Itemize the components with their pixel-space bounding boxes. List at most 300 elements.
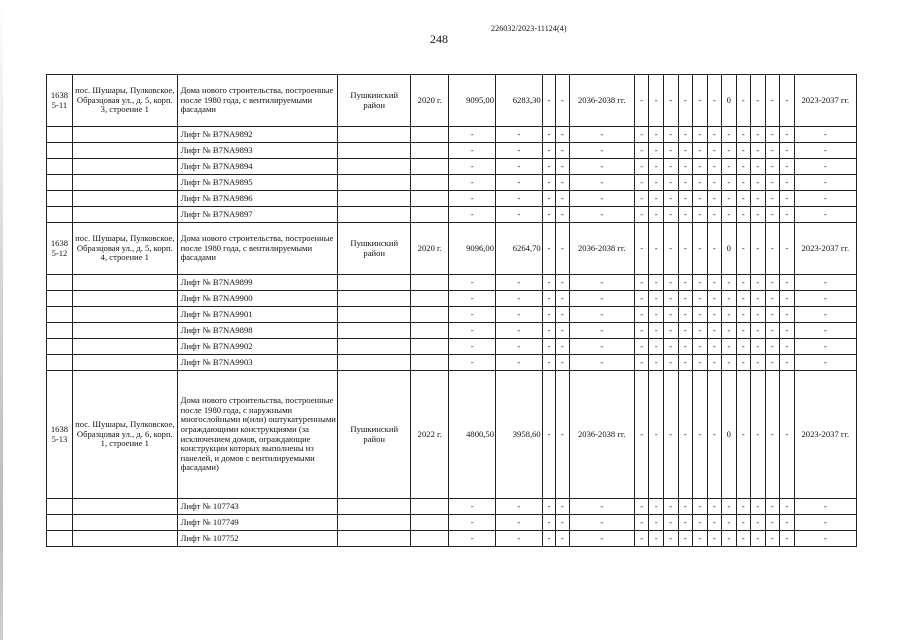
address-cell: пос. Шушары, Пулковское, Образцовая ул., д. 6, корп. 1, строение 1 [72, 371, 177, 499]
area2-cell: - [496, 339, 543, 355]
flag-cell: - [707, 291, 722, 307]
flag-cell: - [678, 371, 693, 499]
period-cell: 2036-2038 гг. [569, 75, 634, 127]
flag-cell: - [634, 323, 649, 339]
flag-cell: - [736, 355, 751, 371]
year-cell [411, 499, 449, 515]
flag-cell: - [707, 175, 722, 191]
flag-cell: - [780, 127, 795, 143]
object-type-cell: Лифт № B7NA9902 [177, 339, 338, 355]
flag-cell: - [707, 207, 722, 223]
flag-cell: - [780, 323, 795, 339]
address-cell [72, 339, 177, 355]
year-cell [411, 127, 449, 143]
term-cell: - [794, 291, 856, 307]
flag-cell: - [556, 223, 569, 275]
flag-cell: 0 [722, 371, 737, 499]
flag-cell: - [722, 307, 737, 323]
flag-cell: - [634, 223, 649, 275]
address-cell [72, 207, 177, 223]
object-type-cell: Лифт № 107752 [177, 531, 338, 547]
area2-cell: - [496, 531, 543, 547]
area-cell: - [449, 531, 496, 547]
flag-cell: - [663, 175, 678, 191]
flag-cell: - [542, 355, 555, 371]
flag-cell: - [678, 191, 693, 207]
flag-cell: - [542, 307, 555, 323]
flag-cell: - [542, 191, 555, 207]
flag-cell: - [765, 75, 780, 127]
year-cell [411, 159, 449, 175]
term-cell: - [794, 191, 856, 207]
flag-cell: - [736, 223, 751, 275]
flag-cell: - [649, 275, 664, 291]
object-type-cell: Лифт № B7NA9896 [177, 191, 338, 207]
district-cell: Пушкинский район [338, 223, 411, 275]
flag-cell: - [736, 339, 751, 355]
flag-cell: - [751, 75, 766, 127]
lift-row [47, 339, 857, 355]
flag-cell: - [556, 291, 569, 307]
flag-cell: - [765, 143, 780, 159]
term-cell: - [794, 143, 856, 159]
flag-cell: - [542, 531, 555, 547]
row-id-cell: 1638 5-13 [47, 371, 73, 499]
district-cell: Пушкинский район [338, 371, 411, 499]
flag-cell: - [649, 191, 664, 207]
year-cell [411, 307, 449, 323]
flag-cell: - [663, 127, 678, 143]
flag-cell: - [634, 515, 649, 531]
flag-cell: - [780, 307, 795, 323]
flag-cell: - [722, 291, 737, 307]
flag-cell: - [678, 75, 693, 127]
row-id-cell [47, 191, 73, 207]
flag-cell: - [649, 175, 664, 191]
flag-cell: - [678, 307, 693, 323]
flag-cell: - [751, 307, 766, 323]
flag-cell: - [707, 371, 722, 499]
flag-cell: - [678, 143, 693, 159]
year-cell [411, 531, 449, 547]
period-cell: - [569, 531, 634, 547]
flag-cell: - [751, 127, 766, 143]
flag-cell: - [722, 207, 737, 223]
flag-cell: - [678, 355, 693, 371]
district-cell [338, 159, 411, 175]
district-cell [338, 275, 411, 291]
area2-cell: - [496, 191, 543, 207]
area-cell: - [449, 515, 496, 531]
flag-cell: - [736, 143, 751, 159]
year-cell [411, 291, 449, 307]
area-cell: 9096,00 [449, 223, 496, 275]
area2-cell: 3958,60 [496, 371, 543, 499]
flag-cell: - [693, 291, 708, 307]
district-cell [338, 339, 411, 355]
lift-row [47, 191, 857, 207]
flag-cell: - [663, 207, 678, 223]
flag-cell: - [556, 339, 569, 355]
flag-cell: - [751, 175, 766, 191]
flag-cell: - [542, 323, 555, 339]
flag-cell: - [751, 531, 766, 547]
flag-cell: - [634, 143, 649, 159]
flag-cell: - [722, 339, 737, 355]
object-type-cell: Дома нового строительства, построенные после 1980 года, с вентилируемыми фасадами [177, 223, 338, 275]
area-cell: - [449, 207, 496, 223]
address-cell [72, 515, 177, 531]
object-type-cell: Лифт № B7NA9894 [177, 159, 338, 175]
area2-cell: - [496, 515, 543, 531]
flag-cell: - [693, 127, 708, 143]
flag-cell: - [736, 323, 751, 339]
address-cell: пос. Шушары, Пулковское, Образцовая ул., д. 5, корп. 4, строение 1 [72, 223, 177, 275]
address-cell [72, 499, 177, 515]
term-cell: - [794, 531, 856, 547]
row-id-cell: 1638 5-12 [47, 223, 73, 275]
flag-cell: - [707, 127, 722, 143]
area2-cell: - [496, 159, 543, 175]
year-cell [411, 175, 449, 191]
flag-cell: - [765, 191, 780, 207]
flag-cell: - [556, 515, 569, 531]
period-cell: - [569, 275, 634, 291]
row-id-cell [47, 355, 73, 371]
address-cell [72, 275, 177, 291]
flag-cell: - [634, 371, 649, 499]
year-cell [411, 207, 449, 223]
flag-cell: - [649, 339, 664, 355]
flag-cell: - [542, 175, 555, 191]
row-id-cell [47, 499, 73, 515]
flag-cell: - [707, 499, 722, 515]
flag-cell: - [678, 499, 693, 515]
district-cell [338, 207, 411, 223]
flag-cell: - [736, 371, 751, 499]
flag-cell: - [736, 291, 751, 307]
area-cell: - [449, 355, 496, 371]
object-type-cell: Дома нового строительства, построенные после 1980 года, с вентилируемыми фасадами [177, 75, 338, 127]
lift-row [47, 307, 857, 323]
lift-row [47, 291, 857, 307]
flag-cell: - [649, 371, 664, 499]
area-cell: - [449, 175, 496, 191]
flag-cell: - [765, 127, 780, 143]
flag-cell: - [707, 159, 722, 175]
object-type-cell: Лифт № B7NA9897 [177, 207, 338, 223]
flag-cell: - [765, 323, 780, 339]
area-cell: - [449, 275, 496, 291]
period-cell: - [569, 515, 634, 531]
flag-cell: - [663, 191, 678, 207]
flag-cell: - [780, 339, 795, 355]
flag-cell: - [765, 159, 780, 175]
flag-cell: - [634, 275, 649, 291]
flag-cell: - [707, 307, 722, 323]
flag-cell: - [649, 531, 664, 547]
flag-cell: - [736, 191, 751, 207]
flag-cell: - [751, 339, 766, 355]
row-id-cell [47, 291, 73, 307]
area2-cell: - [496, 175, 543, 191]
flag-cell: - [693, 355, 708, 371]
flag-cell: - [556, 75, 569, 127]
flag-cell: - [663, 75, 678, 127]
flag-cell: - [736, 75, 751, 127]
term-cell: 2023-2037 гг. [794, 223, 856, 275]
flag-cell: - [678, 531, 693, 547]
flag-cell: - [634, 159, 649, 175]
flag-cell: - [649, 355, 664, 371]
flag-cell: - [722, 127, 737, 143]
flag-cell: - [751, 291, 766, 307]
district-cell: Пушкинский район [338, 75, 411, 127]
flag-cell: - [765, 355, 780, 371]
flag-cell: - [722, 191, 737, 207]
flag-cell: - [556, 191, 569, 207]
row-id-cell [47, 143, 73, 159]
period-cell: 2036-2038 гг. [569, 223, 634, 275]
flag-cell: - [722, 355, 737, 371]
flag-cell: 0 [722, 75, 737, 127]
flag-cell: - [663, 499, 678, 515]
flag-cell: - [649, 207, 664, 223]
object-type-cell: Дома нового строительства, построенные после 1980 года, с наружными многослойными и(или) оштукатуренными ограждающими конструкциями (за исключением домов, ограждающие конструкции которых выполнены из панелей, и домов с вентилируемыми фасадами) [177, 371, 338, 499]
flag-cell: - [722, 531, 737, 547]
flag-cell: - [542, 499, 555, 515]
lift-row [47, 143, 857, 159]
period-cell: - [569, 127, 634, 143]
flag-cell: - [649, 499, 664, 515]
flag-cell: - [780, 207, 795, 223]
flag-cell: - [678, 127, 693, 143]
flag-cell: - [736, 499, 751, 515]
flag-cell: - [736, 159, 751, 175]
flag-cell: - [663, 159, 678, 175]
address-cell [72, 175, 177, 191]
flag-cell: - [556, 159, 569, 175]
flag-cell: - [693, 159, 708, 175]
flag-cell: - [722, 175, 737, 191]
flag-cell: - [634, 355, 649, 371]
flag-cell: - [707, 323, 722, 339]
flag-cell: - [722, 275, 737, 291]
flag-cell: - [556, 275, 569, 291]
page-number: 248 [430, 32, 448, 46]
flag-cell: - [649, 223, 664, 275]
scan-edge-shadow [0, 0, 3, 640]
row-id-cell [47, 275, 73, 291]
flag-cell: - [780, 191, 795, 207]
term-cell: - [794, 515, 856, 531]
address-cell [72, 127, 177, 143]
area-cell: - [449, 323, 496, 339]
flag-cell: - [765, 371, 780, 499]
term-cell: - [794, 159, 856, 175]
flag-cell: - [765, 275, 780, 291]
lift-row [47, 515, 857, 531]
district-cell [338, 531, 411, 547]
flag-cell: - [736, 531, 751, 547]
year-cell [411, 515, 449, 531]
lift-row [47, 355, 857, 371]
flag-cell: - [751, 275, 766, 291]
area2-cell: 6283,30 [496, 75, 543, 127]
period-cell: - [569, 307, 634, 323]
lift-row [47, 531, 857, 547]
flag-cell: - [678, 515, 693, 531]
flag-cell: - [649, 127, 664, 143]
flag-cell: - [693, 175, 708, 191]
flag-cell: - [693, 499, 708, 515]
building-row [47, 75, 857, 127]
flag-cell: - [693, 207, 708, 223]
flag-cell: - [634, 499, 649, 515]
flag-cell: - [736, 175, 751, 191]
flag-cell: - [542, 339, 555, 355]
area-cell: - [449, 143, 496, 159]
lift-row [47, 127, 857, 143]
period-cell: - [569, 207, 634, 223]
flag-cell: - [722, 515, 737, 531]
flag-cell: 0 [722, 223, 737, 275]
flag-cell: - [678, 275, 693, 291]
period-cell: - [569, 339, 634, 355]
row-id-cell [47, 323, 73, 339]
address-cell: пос. Шушары, Пулковское, Образцовая ул., д. 5, корп. 3, строение 1 [72, 75, 177, 127]
flag-cell: - [765, 207, 780, 223]
area2-cell: - [496, 355, 543, 371]
term-cell: - [794, 355, 856, 371]
flag-cell: - [634, 191, 649, 207]
term-cell: - [794, 127, 856, 143]
flag-cell: - [556, 323, 569, 339]
flag-cell: - [765, 223, 780, 275]
flag-cell: - [751, 515, 766, 531]
flag-cell: - [663, 339, 678, 355]
area2-cell: - [496, 207, 543, 223]
flag-cell: - [707, 223, 722, 275]
area2-cell: - [496, 127, 543, 143]
district-cell [338, 291, 411, 307]
flag-cell: - [634, 75, 649, 127]
flag-cell: - [678, 339, 693, 355]
year-cell [411, 323, 449, 339]
flag-cell: - [556, 307, 569, 323]
term-cell: - [794, 307, 856, 323]
flag-cell: - [736, 207, 751, 223]
district-cell [338, 143, 411, 159]
object-type-cell: Лифт № B7NA9898 [177, 323, 338, 339]
term-cell: 2023-2037 гг. [794, 371, 856, 499]
register-table-body [47, 75, 857, 547]
flag-cell: - [751, 223, 766, 275]
flag-cell: - [634, 291, 649, 307]
lift-row [47, 275, 857, 291]
flag-cell: - [556, 355, 569, 371]
flag-cell: - [707, 515, 722, 531]
period-cell: - [569, 499, 634, 515]
flag-cell: - [663, 307, 678, 323]
flag-cell: - [693, 275, 708, 291]
district-cell [338, 127, 411, 143]
flag-cell: - [649, 307, 664, 323]
flag-cell: - [751, 191, 766, 207]
area-cell: - [449, 291, 496, 307]
flag-cell: - [542, 275, 555, 291]
flag-cell: - [663, 515, 678, 531]
flag-cell: - [751, 207, 766, 223]
area-cell: 9095,00 [449, 75, 496, 127]
flag-cell: - [780, 159, 795, 175]
term-cell: - [794, 207, 856, 223]
flag-cell: - [634, 127, 649, 143]
flag-cell: - [736, 515, 751, 531]
address-cell [72, 291, 177, 307]
flag-cell: - [678, 223, 693, 275]
flag-cell: - [556, 143, 569, 159]
flag-cell: - [751, 323, 766, 339]
flag-cell: - [556, 175, 569, 191]
district-cell [338, 307, 411, 323]
flag-cell: - [663, 355, 678, 371]
flag-cell: - [649, 143, 664, 159]
address-cell [72, 307, 177, 323]
lift-row [47, 175, 857, 191]
address-cell [72, 531, 177, 547]
period-cell: 2036-2038 гг. [569, 371, 634, 499]
term-cell: - [794, 339, 856, 355]
area2-cell: 6264,70 [496, 223, 543, 275]
flag-cell: - [634, 307, 649, 323]
flag-cell: - [780, 531, 795, 547]
flag-cell: - [736, 127, 751, 143]
flag-cell: - [542, 371, 555, 499]
flag-cell: - [751, 371, 766, 499]
flag-cell: - [765, 291, 780, 307]
flag-cell: - [780, 499, 795, 515]
object-type-cell: Лифт № 107743 [177, 499, 338, 515]
period-cell: - [569, 143, 634, 159]
flag-cell: - [649, 515, 664, 531]
flag-cell: - [780, 515, 795, 531]
flag-cell: - [780, 75, 795, 127]
object-type-cell: Лифт № B7NA9900 [177, 291, 338, 307]
row-id-cell [47, 127, 73, 143]
area2-cell: - [496, 323, 543, 339]
flag-cell: - [556, 207, 569, 223]
area2-cell: - [496, 499, 543, 515]
district-cell [338, 323, 411, 339]
flag-cell: - [765, 531, 780, 547]
flag-cell: - [693, 515, 708, 531]
flag-cell: - [722, 143, 737, 159]
flag-cell: - [780, 275, 795, 291]
district-cell [338, 191, 411, 207]
flag-cell: - [780, 175, 795, 191]
term-cell: - [794, 175, 856, 191]
flag-cell: - [678, 323, 693, 339]
flag-cell: - [765, 515, 780, 531]
flag-cell: - [678, 175, 693, 191]
object-type-cell: Лифт № B7NA9895 [177, 175, 338, 191]
flag-cell: - [707, 339, 722, 355]
flag-cell: - [542, 223, 555, 275]
building-row [47, 223, 857, 275]
year-cell: 2022 г. [411, 371, 449, 499]
flag-cell: - [693, 223, 708, 275]
